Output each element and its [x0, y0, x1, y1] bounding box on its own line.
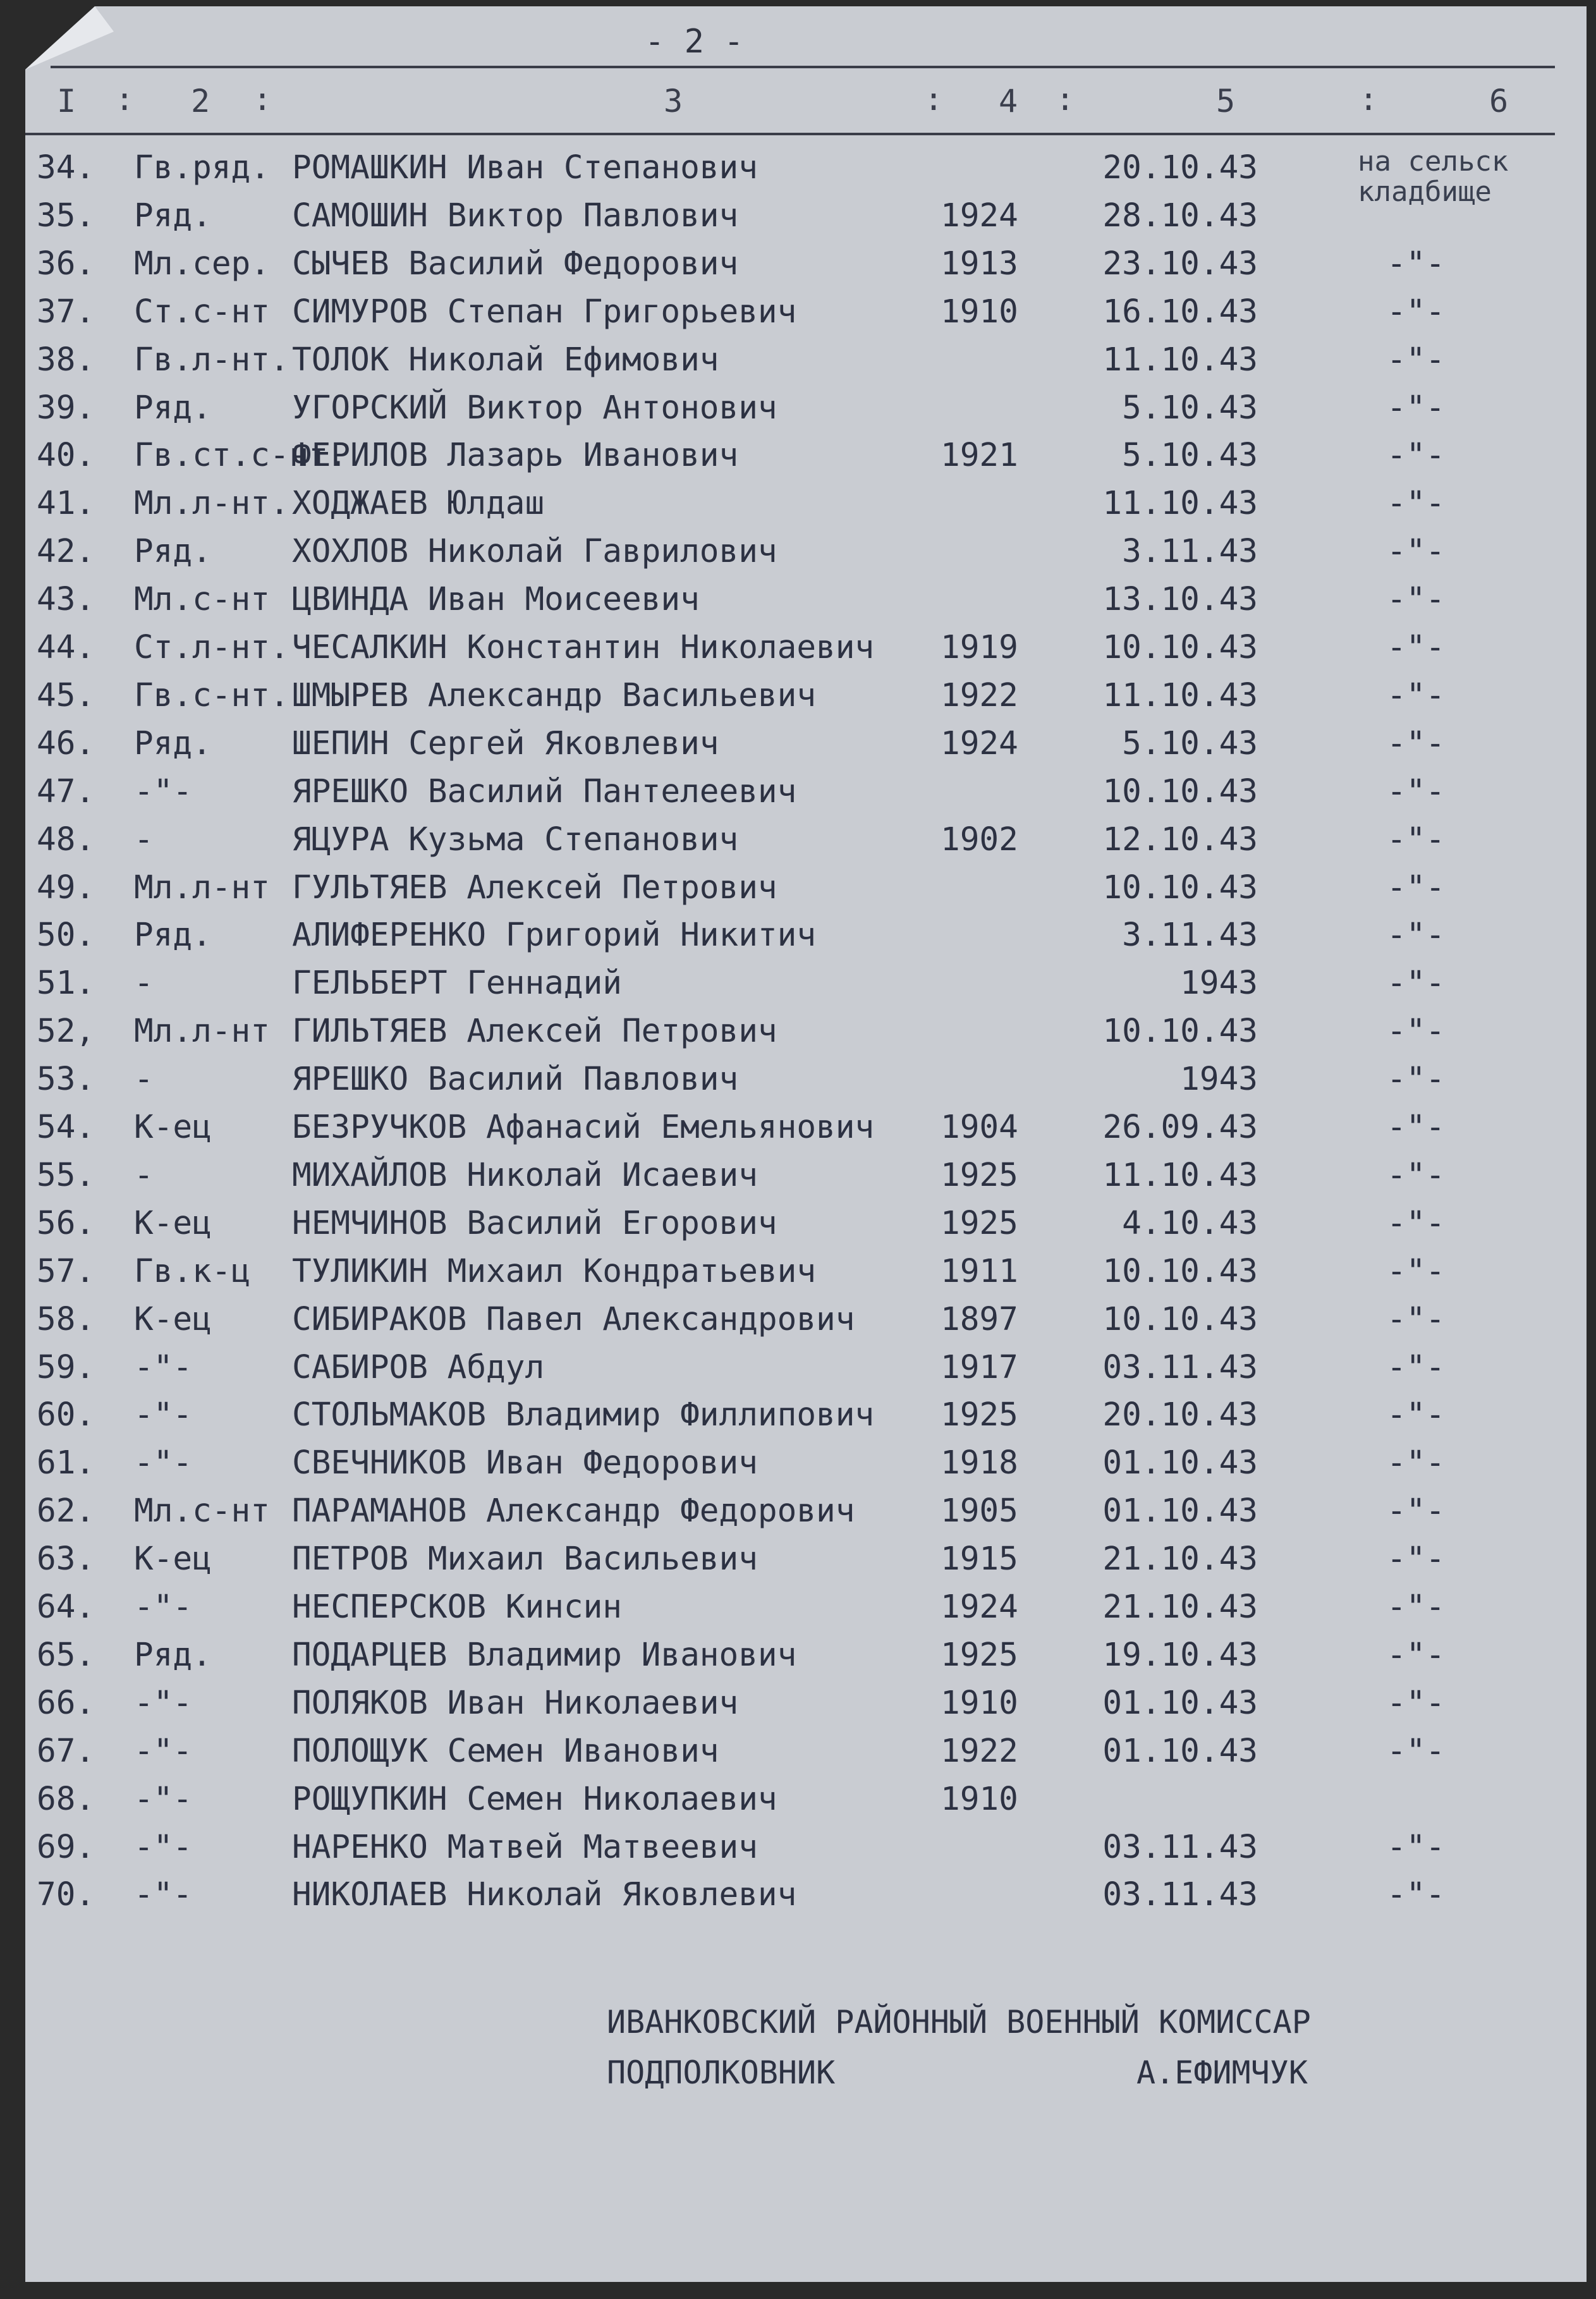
- header-bottom-rule: [25, 133, 1555, 135]
- burial-place: -"-: [1386, 1396, 1446, 1434]
- birth-year: 1924: [941, 1589, 1018, 1626]
- table-row: [0, 1248, 1596, 1296]
- burial-place: -"-: [1386, 1589, 1446, 1626]
- table-row: [0, 288, 1596, 336]
- full-name: РОЩУПКИН Семен Николаевич: [292, 1780, 777, 1818]
- rank: Мл.сер.: [134, 245, 270, 283]
- rank: К-ец: [134, 1300, 212, 1338]
- full-name: ТОЛОК Николай Ефимович: [292, 341, 719, 379]
- death-date: 10.10.43: [1102, 772, 1258, 810]
- death-date: 01.10.43: [1102, 1732, 1258, 1770]
- burial-place: -"-: [1386, 293, 1446, 331]
- birth-year: 1925: [941, 1636, 1018, 1674]
- full-name: ПОДАРЦЕВ Владимир Иванович: [292, 1636, 797, 1674]
- birth-year: 1913: [941, 245, 1018, 283]
- birth-year: 1925: [941, 1204, 1018, 1242]
- death-date: 1943: [1180, 1061, 1258, 1099]
- table-row: [0, 336, 1596, 384]
- rank: К-ец: [134, 1109, 212, 1146]
- rank: Ряд.: [134, 533, 212, 571]
- death-date: 11.10.43: [1102, 341, 1258, 379]
- death-date: 03.11.43: [1102, 1876, 1258, 1914]
- rank: К-ец: [134, 1540, 212, 1578]
- row-number: 60.: [37, 1396, 95, 1434]
- table-row: [0, 1487, 1596, 1535]
- burial-place: -"-: [1386, 869, 1446, 906]
- burial-place: -"-: [1386, 917, 1446, 954]
- burial-place: -"-: [1386, 772, 1446, 810]
- burial-place: -"-: [1386, 1348, 1446, 1386]
- death-date: 1943: [1180, 965, 1258, 1003]
- burial-note-line: на сельск: [1358, 145, 1509, 178]
- death-date: 03.11.43: [1102, 1828, 1258, 1866]
- full-name: ПОЛЯКОВ Иван Николаевич: [292, 1684, 739, 1722]
- rank: -"-: [134, 1876, 193, 1914]
- birth-year: 1915: [941, 1540, 1018, 1578]
- full-name: САБИРОВ Абдул: [292, 1348, 545, 1386]
- full-name: ЦВИНДА Иван Моисеевич: [292, 581, 700, 619]
- table-row: [0, 1391, 1596, 1439]
- commissar-title: ИВАНКОВСКИЙ РАЙОННЫЙ ВОЕННЫЙ КОМИССАР: [607, 2004, 1311, 2040]
- full-name: СИМУРОВ Степан Григорьевич: [292, 293, 797, 331]
- burial-place: -"-: [1386, 1732, 1446, 1770]
- burial-place: -"-: [1386, 389, 1446, 427]
- full-name: НЕСПЕРСКОВ Кинсин: [292, 1589, 622, 1626]
- rank: -"-: [134, 1684, 193, 1722]
- death-date: 28.10.43: [1102, 197, 1258, 235]
- rank: Ряд.: [134, 917, 212, 954]
- death-date: 19.10.43: [1102, 1636, 1258, 1674]
- full-name: ГИЛЬТЯЕВ Алексей Петрович: [292, 1013, 777, 1051]
- column-header-3: 3: [663, 83, 683, 119]
- table-row: [0, 144, 1596, 192]
- burial-place: -"-: [1386, 965, 1446, 1003]
- death-date: 5.10.43: [1122, 724, 1258, 762]
- table-row: [0, 1152, 1596, 1200]
- full-name: БЕЗРУЧКОВ Афанасий Емельянович: [292, 1109, 875, 1146]
- table-row: [0, 1296, 1596, 1344]
- row-number: 67.: [37, 1732, 95, 1770]
- death-date: 11.10.43: [1102, 485, 1258, 523]
- row-number: 42.: [37, 533, 95, 571]
- row-number: 40.: [37, 437, 95, 475]
- rank: -"-: [134, 1589, 193, 1626]
- table-row: [0, 624, 1596, 672]
- rank: -"-: [134, 1828, 193, 1866]
- birth-year: 1910: [941, 1780, 1018, 1818]
- table-row: [0, 1535, 1596, 1583]
- row-number: 43.: [37, 581, 95, 619]
- rank: Ряд.: [134, 724, 212, 762]
- table-row: [0, 1824, 1596, 1872]
- column-header-4: 4: [998, 83, 1018, 119]
- death-date: 10.10.43: [1102, 1252, 1258, 1290]
- death-date: 3.11.43: [1122, 533, 1258, 571]
- burial-place: -"-: [1386, 1540, 1446, 1578]
- burial-place: -"-: [1386, 1109, 1446, 1146]
- full-name: РОМАШКИН Иван Степанович: [292, 149, 758, 186]
- row-number: 47.: [37, 772, 95, 810]
- full-name: АЛИФЕРЕНКО Григорий Никитич: [292, 917, 817, 954]
- burial-place: -"-: [1386, 341, 1446, 379]
- full-name: СЫЧЕВ Василий Федорович: [292, 245, 739, 283]
- rank: -"-: [134, 1396, 193, 1434]
- death-date: 20.10.43: [1102, 149, 1258, 186]
- row-number: 68.: [37, 1780, 95, 1818]
- table-row: [0, 480, 1596, 528]
- row-number: 51.: [37, 965, 95, 1003]
- death-date: 01.10.43: [1102, 1684, 1258, 1722]
- row-number: 48.: [37, 820, 95, 858]
- row-number: 37.: [37, 293, 95, 331]
- full-name: МИХАЙЛОВ Николай Исаевич: [292, 1156, 758, 1194]
- death-date: 21.10.43: [1102, 1589, 1258, 1626]
- table-row: [0, 1631, 1596, 1680]
- rank: К-ец: [134, 1204, 212, 1242]
- full-name: САМОШИН Виктор Павлович: [292, 197, 739, 235]
- death-date: 16.10.43: [1102, 293, 1258, 331]
- table-row: [0, 1728, 1596, 1776]
- death-date: 20.10.43: [1102, 1396, 1258, 1434]
- death-date: 4.10.43: [1122, 1204, 1258, 1242]
- table-row: [0, 1344, 1596, 1392]
- full-name: ЯРЕШКО Василий Павлович: [292, 1061, 739, 1099]
- table-row: [0, 1871, 1596, 1919]
- full-name: ПАРАМАНОВ Александр Федорович: [292, 1492, 855, 1530]
- death-date: 10.10.43: [1102, 1013, 1258, 1051]
- full-name: ПОЛОЩУК Семен Иванович: [292, 1732, 719, 1770]
- death-date: 01.10.43: [1102, 1492, 1258, 1530]
- birth-year: 1904: [941, 1109, 1018, 1146]
- rank: -: [134, 965, 154, 1003]
- full-name: ЯРЕШКО Василий Пантелеевич: [292, 772, 797, 810]
- table-row: [0, 1776, 1596, 1824]
- burial-place: -"-: [1386, 1636, 1446, 1674]
- full-name: ШМЫРЕВ Александр Васильевич: [292, 676, 817, 714]
- burial-place: -"-: [1386, 1013, 1446, 1051]
- full-name: ЯЦУРА Кузьма Степанович: [292, 820, 739, 858]
- birth-year: 1924: [941, 724, 1018, 762]
- full-name: НАРЕНКО Матвей Матвеевич: [292, 1828, 758, 1866]
- burial-place: -"-: [1386, 1300, 1446, 1338]
- row-number: 56.: [37, 1204, 95, 1242]
- birth-year: 1905: [941, 1492, 1018, 1530]
- table-row: [0, 1104, 1596, 1152]
- death-date: [1093, 1776, 1258, 1824]
- burial-place: -"-: [1386, 1876, 1446, 1914]
- column-separator: :: [253, 81, 272, 118]
- burial-place: -"-: [1386, 581, 1446, 619]
- full-name: НИКОЛАЕВ Николай Яковлевич: [292, 1876, 797, 1914]
- row-number: 53.: [37, 1061, 95, 1099]
- commissar-signature: А.ЕФИМЧУК: [1136, 2054, 1308, 2091]
- burial-place: -"-: [1386, 1156, 1446, 1194]
- rank: -"-: [134, 1732, 193, 1770]
- death-date: 21.10.43: [1102, 1540, 1258, 1578]
- rank: -: [134, 1061, 154, 1099]
- row-number: 50.: [37, 917, 95, 954]
- table-row: [0, 384, 1596, 432]
- table-row: [0, 672, 1596, 720]
- header-top-rule: [51, 66, 1555, 68]
- table-row: [0, 240, 1596, 288]
- burial-place: -"-: [1386, 629, 1446, 666]
- full-name: ХОДЖАЕВ Юлдаш: [292, 485, 545, 523]
- rank: -: [134, 1156, 154, 1194]
- full-name: ГУЛЬТЯЕВ Алексей Петрович: [292, 869, 777, 906]
- row-number: 61.: [37, 1444, 95, 1482]
- full-name: СВЕЧНИКОВ Иван Федорович: [292, 1444, 758, 1482]
- death-date: 11.10.43: [1102, 676, 1258, 714]
- table-row: [0, 720, 1596, 768]
- full-name: ЧЕСАЛКИН Константин Николаевич: [292, 629, 875, 666]
- burial-place: -"-: [1386, 1061, 1446, 1099]
- burial-place: -"-: [1386, 485, 1446, 523]
- rank: Гв.л-нт.: [134, 341, 289, 379]
- row-number: 46.: [37, 724, 95, 762]
- death-date: 03.11.43: [1102, 1348, 1258, 1386]
- death-date: 13.10.43: [1102, 581, 1258, 619]
- column-header-5: 5: [1215, 83, 1236, 119]
- birth-year: 1925: [941, 1396, 1018, 1434]
- column-header-6: 6: [1489, 83, 1509, 119]
- rank: Гв.ст.с-нт.: [134, 437, 348, 475]
- death-date: 5.10.43: [1122, 437, 1258, 475]
- burial-place: -"-: [1386, 676, 1446, 714]
- birth-year: 1910: [941, 1684, 1018, 1722]
- row-number: 35.: [37, 197, 95, 235]
- row-number: 54.: [37, 1109, 95, 1146]
- row-number: 57.: [37, 1252, 95, 1290]
- rank: Мл.с-нт: [134, 1492, 270, 1530]
- table-row: [0, 528, 1596, 576]
- table-row: [0, 1439, 1596, 1487]
- table-row: [0, 1008, 1596, 1056]
- table-row: [0, 1680, 1596, 1728]
- burial-place: -"-: [1386, 724, 1446, 762]
- row-number: 64.: [37, 1589, 95, 1626]
- burial-place: -"-: [1386, 1684, 1446, 1722]
- table-row: [0, 816, 1596, 864]
- full-name: ХОХЛОВ Николай Гаврилович: [292, 533, 777, 571]
- table-row: [0, 960, 1596, 1008]
- burial-note-line: кладбище: [1358, 176, 1492, 208]
- death-date: 5.10.43: [1122, 389, 1258, 427]
- full-name: ТУЛИКИН Михаил Кондратьевич: [292, 1252, 817, 1290]
- birth-year: 1897: [941, 1300, 1018, 1338]
- table-row: [0, 1056, 1596, 1104]
- row-number: 52,: [37, 1013, 95, 1051]
- rank: Мл.с-нт: [134, 581, 270, 619]
- rank: Мл.л-нт: [134, 1013, 270, 1051]
- full-name: ПЕТРОВ Михаил Васильевич: [292, 1540, 758, 1578]
- death-date: 26.09.43: [1102, 1109, 1258, 1146]
- column-separator: :: [1359, 81, 1379, 118]
- full-name: НЕМЧИНОВ Василий Егорович: [292, 1204, 777, 1242]
- rank: -"-: [134, 772, 193, 810]
- rank: -: [134, 820, 154, 858]
- death-date: 01.10.43: [1102, 1444, 1258, 1482]
- burial-place: -"-: [1386, 820, 1446, 858]
- burial-place: [1372, 144, 1460, 192]
- birth-year: 1919: [941, 629, 1018, 666]
- full-name: УГОРСКИЙ Виктор Антонович: [292, 389, 777, 427]
- rank: Ряд.: [134, 1636, 212, 1674]
- column-separator: :: [115, 81, 135, 118]
- death-date: 23.10.43: [1102, 245, 1258, 283]
- table-row: [0, 1200, 1596, 1248]
- page-number: - 2 -: [645, 23, 744, 61]
- full-name: ШЕПИН Сергей Яковлевич: [292, 724, 719, 762]
- death-date: 3.11.43: [1122, 917, 1258, 954]
- row-number: 41.: [37, 485, 95, 523]
- full-name: ФЕРИЛОВ Лазарь Иванович: [292, 437, 739, 475]
- table-row: [0, 912, 1596, 960]
- table-row: [0, 768, 1596, 816]
- row-number: 36.: [37, 245, 95, 283]
- rank: Мл.л-нт.: [134, 485, 289, 523]
- death-date: 12.10.43: [1102, 820, 1258, 858]
- rank: -"-: [134, 1348, 193, 1386]
- birth-year: 1911: [941, 1252, 1018, 1290]
- burial-place: -"-: [1386, 437, 1446, 475]
- table-row: [0, 864, 1596, 912]
- burial-place: -"-: [1386, 1492, 1446, 1530]
- burial-place: -"-: [1386, 1252, 1446, 1290]
- row-number: 49.: [37, 869, 95, 906]
- birth-year: 1917: [941, 1348, 1018, 1386]
- birth-year: 1922: [941, 1732, 1018, 1770]
- birth-year: 1922: [941, 676, 1018, 714]
- row-number: 39.: [37, 389, 95, 427]
- table-row: [0, 576, 1596, 624]
- table-row: [0, 432, 1596, 480]
- row-number: 63.: [37, 1540, 95, 1578]
- death-date: 10.10.43: [1102, 869, 1258, 906]
- rank: Ст.л-нт.: [134, 629, 289, 666]
- row-number: 58.: [37, 1300, 95, 1338]
- commissar-rank: ПОДПОЛКОВНИК: [607, 2054, 836, 2091]
- birth-year: 1902: [941, 820, 1018, 858]
- table-row: [0, 192, 1596, 240]
- table-row: [0, 1583, 1596, 1631]
- rank: Ряд.: [134, 197, 212, 235]
- death-date: 10.10.43: [1102, 1300, 1258, 1338]
- burial-place: -"-: [1386, 1828, 1446, 1866]
- column-header-2: 2: [190, 83, 210, 119]
- rank: -"-: [134, 1444, 193, 1482]
- rank: -"-: [134, 1780, 193, 1818]
- row-number: 38.: [37, 341, 95, 379]
- burial-place: -"-: [1386, 533, 1446, 571]
- row-number: 70.: [37, 1876, 95, 1914]
- rank: Мл.л-нт: [134, 869, 270, 906]
- death-date: 11.10.43: [1102, 1156, 1258, 1194]
- birth-year: 1918: [941, 1444, 1018, 1482]
- rank: Ряд.: [134, 389, 212, 427]
- column-header-1: I: [56, 83, 76, 119]
- column-separator: :: [1056, 81, 1075, 118]
- burial-place: [1372, 192, 1460, 240]
- rank: Гв.с-нт.: [134, 676, 289, 714]
- row-number: 34.: [37, 149, 95, 186]
- birth-year: 1921: [941, 437, 1018, 475]
- death-date: 10.10.43: [1102, 629, 1258, 666]
- rank: Гв.к-ц: [134, 1252, 251, 1290]
- burial-place: -"-: [1386, 1204, 1446, 1242]
- burial-place: [1372, 1776, 1460, 1824]
- row-number: 55.: [37, 1156, 95, 1194]
- rank: Ст.с-нт: [134, 293, 270, 331]
- birth-year: 1925: [941, 1156, 1018, 1194]
- burial-place: -"-: [1386, 245, 1446, 283]
- full-name: ГЕЛЬБЕРТ Геннадий: [292, 965, 622, 1003]
- full-name: СИБИРАКОВ Павел Александрович: [292, 1300, 855, 1338]
- row-number: 65.: [37, 1636, 95, 1674]
- row-number: 45.: [37, 676, 95, 714]
- row-number: 59.: [37, 1348, 95, 1386]
- column-separator: :: [924, 81, 944, 118]
- burial-place: -"-: [1386, 1444, 1446, 1482]
- row-number: 66.: [37, 1684, 95, 1722]
- row-number: 62.: [37, 1492, 95, 1530]
- birth-year: 1924: [941, 197, 1018, 235]
- full-name: СТОЛЬМАКОВ Владимир Филлипович: [292, 1396, 875, 1434]
- row-number: 44.: [37, 629, 95, 666]
- row-number: 69.: [37, 1828, 95, 1866]
- birth-year: 1910: [941, 293, 1018, 331]
- rank: Гв.ряд.: [134, 149, 270, 186]
